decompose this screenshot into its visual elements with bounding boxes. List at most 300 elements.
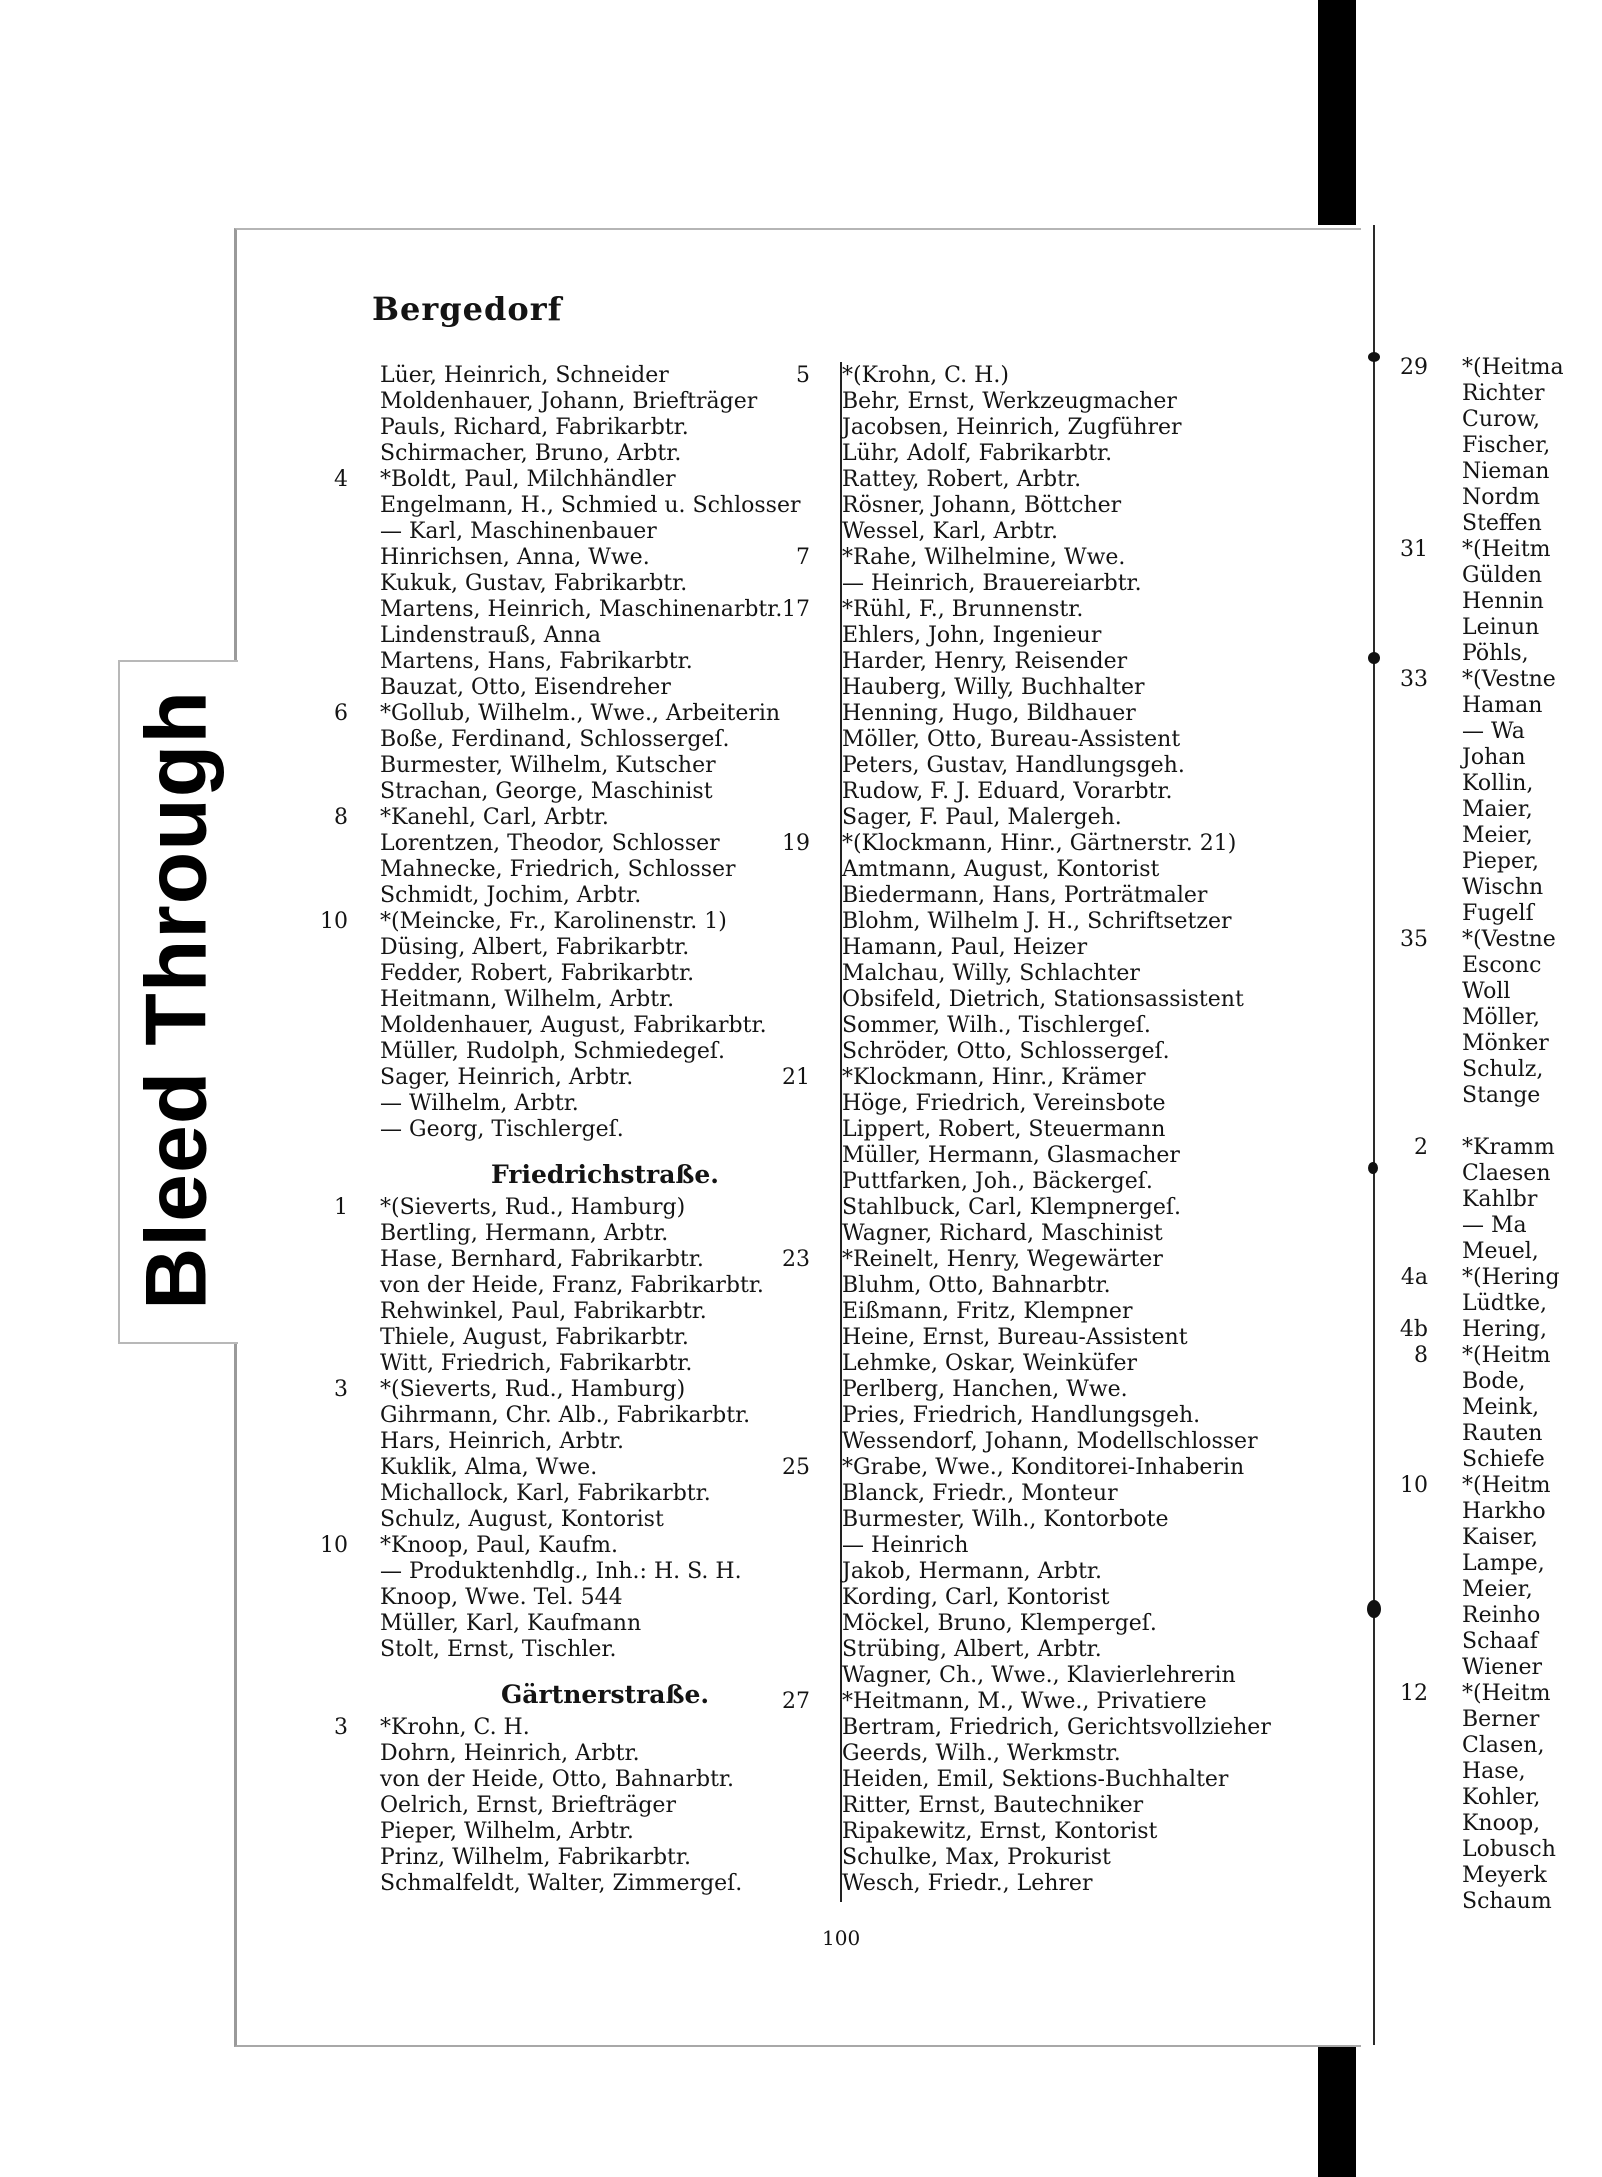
resident-text: Amtmann, August, Kontorist — [842, 857, 1160, 882]
resident-text: Hase, Bernhard, Fabrikarbtr. — [380, 1247, 704, 1272]
house-number: 29 — [1400, 355, 1428, 380]
binding-edge-top — [1318, 0, 1356, 225]
resident-text: Schiefe — [1462, 1447, 1545, 1472]
resident-text: — Georg, Tischlergeſ. — [380, 1117, 624, 1142]
directory-entry — [1462, 953, 1602, 979]
directory-entry — [842, 1299, 1282, 1325]
directory-entry — [842, 1871, 1282, 1897]
directory-entry — [796, 545, 1282, 571]
directory-entry — [1462, 1837, 1602, 1863]
directory-entry — [842, 649, 1282, 675]
directory-entry — [380, 675, 830, 701]
house-number: 1 — [334, 1195, 348, 1220]
directory-entry — [842, 961, 1282, 987]
resident-text: Lampe, — [1462, 1551, 1545, 1576]
directory-entry — [1462, 1421, 1602, 1447]
resident-text: Bauzat, Otto, Eisendreher — [380, 675, 671, 700]
directory-entry — [842, 883, 1282, 909]
page-fold-line — [1373, 225, 1375, 2045]
directory-entry — [380, 519, 830, 545]
directory-entry — [1462, 381, 1602, 407]
resident-text: Sommer, Wilh., Tischlergeſ. — [842, 1013, 1151, 1038]
directory-entry — [1462, 771, 1602, 797]
directory-entry — [842, 1793, 1282, 1819]
house-number: 4a — [1400, 1265, 1428, 1290]
directory-entry — [380, 1039, 830, 1065]
resident-text: *(Krohn, C. H.) — [842, 363, 1009, 388]
directory-entry — [1462, 693, 1602, 719]
directory-entry — [842, 1091, 1282, 1117]
directory-entry — [842, 1013, 1282, 1039]
directory-entry — [380, 1091, 830, 1117]
directory-entry — [842, 935, 1282, 961]
resident-text: — Heinrich, Brauereiarbtr. — [842, 571, 1142, 596]
directory-entry — [380, 987, 830, 1013]
resident-text: Blohm, Wilhelm J. H., Schriftsetzer — [842, 909, 1232, 934]
resident-text: Sager, Heinrich, Arbtr. — [380, 1065, 634, 1090]
directory-entry — [334, 1377, 830, 1403]
resident-text: Müller, Rudolph, Schmiedegeſ. — [380, 1039, 726, 1064]
resident-text: Woll — [1462, 979, 1511, 1004]
resident-text: Pauls, Richard, Fabrikarbtr. — [380, 415, 689, 440]
resident-text: Höge, Friedrich, Vereinsbote — [842, 1091, 1166, 1116]
resident-text: Müller, Hermann, Glasmacher — [842, 1143, 1180, 1168]
resident-text: Meuel, — [1462, 1239, 1539, 1264]
directory-entry — [334, 1715, 830, 1741]
resident-text: Maier, — [1462, 797, 1533, 822]
directory-entry — [842, 441, 1282, 467]
directory-entry — [1462, 1291, 1602, 1317]
resident-text: Schaum — [1462, 1889, 1552, 1914]
house-number: 10 — [1400, 1473, 1428, 1498]
resident-text: Stange — [1462, 1083, 1541, 1108]
directory-entry — [380, 623, 830, 649]
resident-text: Clasen, — [1462, 1733, 1545, 1758]
directory-entry — [842, 1585, 1282, 1611]
directory-entry — [1400, 1473, 1602, 1499]
directory-entry — [380, 1429, 830, 1455]
resident-text: Eißmann, Fritz, Klempner — [842, 1299, 1133, 1324]
directory-entry — [842, 727, 1282, 753]
resident-text: *(Vestne — [1462, 927, 1556, 952]
house-number: 10 — [320, 1533, 348, 1558]
resident-text: Gülden — [1462, 563, 1543, 588]
directory-entry — [1462, 641, 1602, 667]
directory-entry — [842, 909, 1282, 935]
resident-text: Blanck, Friedr., Monteur — [842, 1481, 1118, 1506]
resident-text: Hering, — [1462, 1317, 1548, 1342]
resident-text: Claesen — [1462, 1161, 1551, 1186]
resident-text: Haman — [1462, 693, 1543, 718]
resident-text: Knoop, — [1462, 1811, 1541, 1836]
directory-entry — [842, 753, 1282, 779]
resident-text: Curow, — [1462, 407, 1540, 432]
house-number: 17 — [782, 597, 810, 622]
directory-entry — [1462, 901, 1602, 927]
directory-entry — [842, 857, 1282, 883]
resident-text: Geerds, Wilh., Werkmstr. — [842, 1741, 1121, 1766]
resident-text: Oelrich, Ernst, Briefträger — [380, 1793, 676, 1818]
directory-entry — [842, 493, 1282, 519]
directory-entry — [842, 1351, 1282, 1377]
resident-text: — Wa — [1462, 719, 1525, 744]
resident-text: Möller, — [1462, 1005, 1540, 1030]
directory-entry — [1462, 1525, 1602, 1551]
resident-text: Schulke, Max, Prokurist — [842, 1845, 1111, 1870]
directory-entry — [1462, 1499, 1602, 1525]
directory-entry — [380, 363, 830, 389]
directory-entry — [380, 415, 830, 441]
house-number: 7 — [796, 545, 810, 570]
resident-text: Thiele, August, Fabrikarbtr. — [380, 1325, 689, 1350]
directory-entry — [842, 1117, 1282, 1143]
house-number: 23 — [782, 1247, 810, 1272]
resident-text: Rauten — [1462, 1421, 1543, 1446]
directory-entry — [842, 1429, 1282, 1455]
directory-entry — [380, 1299, 830, 1325]
directory-entry — [842, 1767, 1282, 1793]
resident-text: Boße, Ferdinand, Schlossergeſ. — [380, 727, 730, 752]
resident-text: Martens, Hans, Fabrikarbtr. — [380, 649, 693, 674]
resident-text: Berner — [1462, 1707, 1540, 1732]
directory-entry — [1400, 667, 1602, 693]
directory-entry — [782, 831, 1282, 857]
directory-entry — [842, 805, 1282, 831]
resident-text: Meink, — [1462, 1395, 1540, 1420]
directory-entry — [842, 623, 1282, 649]
directory-entry — [380, 1247, 830, 1273]
resident-text: Hennin — [1462, 589, 1544, 614]
resident-text: Ritter, Ernst, Bautechniker — [842, 1793, 1144, 1818]
directory-entry — [1462, 1161, 1602, 1187]
resident-text: Prinz, Wilhelm, Fabrikarbtr. — [380, 1845, 691, 1870]
directory-entry — [842, 571, 1282, 597]
ink-spot — [1368, 652, 1380, 664]
directory-entry — [842, 1819, 1282, 1845]
directory-entry — [1400, 355, 1602, 381]
directory-entry — [1462, 1239, 1602, 1265]
directory-entry — [842, 1221, 1282, 1247]
directory-entry — [1462, 1551, 1602, 1577]
resident-text: Nordm — [1462, 485, 1540, 510]
resident-text: Pöhls, — [1462, 641, 1529, 666]
house-number: 35 — [1400, 927, 1428, 952]
directory-entry — [380, 1637, 830, 1663]
directory-entry — [782, 1247, 1282, 1273]
directory-entry — [380, 545, 830, 571]
resident-text: Wagner, Ch., Wwe., Klavierlehrerin — [842, 1663, 1236, 1688]
directory-entry — [1414, 1343, 1602, 1369]
resident-text: Möller, Otto, Bureau-Assistent — [842, 727, 1181, 752]
directory-entry — [1400, 1681, 1602, 1707]
resident-text: Pieper, Wilhelm, Arbtr. — [380, 1819, 634, 1844]
resident-text: Wiener — [1462, 1655, 1542, 1680]
resident-text: Heiden, Emil, Sektions-Buchhalter — [842, 1767, 1229, 1792]
directory-entry — [380, 779, 830, 805]
directory-entry — [1462, 589, 1602, 615]
house-number: 3 — [334, 1715, 348, 1740]
directory-entry — [1462, 823, 1602, 849]
directory-entry — [1462, 1447, 1602, 1473]
directory-entry — [842, 1169, 1282, 1195]
directory-entry — [334, 701, 830, 727]
directory-entry — [782, 1455, 1282, 1481]
resident-text: Kohler, — [1462, 1785, 1541, 1810]
resident-text: Schulz, — [1462, 1057, 1544, 1082]
resident-text: Fugelſ — [1462, 901, 1534, 926]
resident-text: Biedermann, Hans, Porträtmaler — [842, 883, 1208, 908]
resident-text: *Kramm — [1462, 1135, 1555, 1160]
directory-entry — [1462, 979, 1602, 1005]
directory-entry — [842, 701, 1282, 727]
resident-text: *Gollub, Wilhelm., Wwe., Arbeiterin — [380, 701, 781, 726]
ink-spot — [1368, 1162, 1378, 1174]
resident-text: *(Heitm — [1462, 537, 1551, 562]
resident-text: Heine, Ernst, Bureau-Assistent — [842, 1325, 1188, 1350]
directory-entry — [380, 649, 830, 675]
directory-entry — [380, 857, 830, 883]
directory-entry — [380, 831, 830, 857]
directory-entry — [334, 1195, 830, 1221]
directory-entry — [1462, 1369, 1602, 1395]
directory-entry — [380, 1065, 830, 1091]
directory-entry — [842, 1533, 1282, 1559]
resident-text: Strübing, Albert, Arbtr. — [842, 1637, 1102, 1662]
directory-entry — [1462, 1707, 1602, 1733]
directory-entry — [1462, 1785, 1602, 1811]
resident-text: *(Sieverts, Rud., Hamburg) — [380, 1195, 686, 1220]
directory-entry — [380, 1871, 830, 1897]
directory-entry — [842, 1637, 1282, 1663]
resident-text: Wessendorf, Johann, Modellschlosser — [842, 1429, 1258, 1454]
directory-entry — [782, 1689, 1282, 1715]
directory-entry — [842, 519, 1282, 545]
resident-text: Rehwinkel, Paul, Fabrikarbtr. — [380, 1299, 707, 1324]
resident-text: Meyerk — [1462, 1863, 1547, 1888]
directory-entry — [1462, 1109, 1602, 1135]
resident-text: Hauberg, Willy, Buchhalter — [842, 675, 1145, 700]
resident-text: Kollin, — [1462, 771, 1534, 796]
resident-text: *Heitmann, M., Wwe., Privatiere — [842, 1689, 1207, 1714]
resident-text: Stolt, Ernst, Tischler. — [380, 1637, 617, 1662]
resident-text: Lindenstrauß, Anna — [380, 623, 602, 648]
house-number: 6 — [334, 701, 348, 726]
resident-text: Lippert, Robert, Steuermann — [842, 1117, 1166, 1142]
page-header: Bergedorf — [372, 290, 563, 328]
directory-entry — [1414, 1135, 1602, 1161]
resident-text: Perlberg, Hanchen, Wwe. — [842, 1377, 1128, 1402]
resident-text: von der Heide, Franz, Fabrikarbtr. — [380, 1273, 764, 1298]
directory-entry — [1462, 719, 1602, 745]
house-number: 25 — [782, 1455, 810, 1480]
resident-text: Michallock, Karl, Fabrikarbtr. — [380, 1481, 711, 1506]
directory-entry — [380, 1611, 830, 1637]
resident-text: Mahnecke, Friedrich, Schlosser — [380, 857, 736, 882]
resident-text: Peters, Gustav, Handlungsgeh. — [842, 753, 1185, 778]
resident-text: Sager, F. Paul, Malergeh. — [842, 805, 1122, 830]
directory-entry — [1462, 485, 1602, 511]
resident-text: Gihrmann, Chr. Alb., Fabrikarbtr. — [380, 1403, 751, 1428]
directory-entry — [1400, 927, 1602, 953]
directory-entry — [1462, 1889, 1602, 1915]
resident-text: Meier, — [1462, 823, 1533, 848]
directory-entry — [1462, 1395, 1602, 1421]
resident-text: Nieman — [1462, 459, 1550, 484]
directory-entry — [334, 805, 830, 831]
resident-text: Jakob, Hermann, Arbtr. — [842, 1559, 1103, 1584]
directory-entry — [380, 1767, 830, 1793]
column-middle — [782, 363, 1282, 1897]
resident-text: Pries, Friedrich, Handlungsgeh. — [842, 1403, 1201, 1428]
resident-text: Lobusch — [1462, 1837, 1556, 1862]
directory-entry — [842, 1845, 1282, 1871]
resident-text: Pieper, — [1462, 849, 1540, 874]
resident-text: *Klockmann, Hinr., Krämer — [842, 1065, 1146, 1090]
resident-text: Kuklik, Alma, Wwe. — [380, 1455, 598, 1480]
bleed-through-label: Bleed Through — [128, 690, 225, 1310]
resident-text: *(Heitm — [1462, 1473, 1551, 1498]
directory-entry — [1462, 1811, 1602, 1837]
directory-entry — [842, 467, 1282, 493]
resident-text: Jacobsen, Heinrich, Zugführer — [842, 415, 1182, 440]
directory-entry — [380, 1117, 830, 1143]
directory-entry — [1462, 1187, 1602, 1213]
resident-text: Witt, Friedrich, Fabrikarbtr. — [380, 1351, 693, 1376]
resident-text: Hamann, Paul, Heizer — [842, 935, 1088, 960]
resident-text: Lorentzen, Theodor, Schlosser — [380, 831, 720, 856]
directory-entry — [380, 753, 830, 779]
directory-entry — [842, 415, 1282, 441]
resident-text: Martens, Heinrich, Maschinenarbtr. — [380, 597, 783, 622]
directory-entry — [842, 1481, 1282, 1507]
resident-text: Ehlers, John, Ingenieur — [842, 623, 1102, 648]
directory-entry — [380, 571, 830, 597]
directory-entry — [842, 1325, 1282, 1351]
resident-text: Moldenhauer, Johann, Briefträger — [380, 389, 758, 414]
directory-entry — [842, 1663, 1282, 1689]
directory-entry — [1462, 615, 1602, 641]
resident-text: Bode, — [1462, 1369, 1526, 1394]
directory-entry — [842, 1039, 1282, 1065]
resident-text: *(Heitma — [1462, 355, 1564, 380]
resident-text: — Produktenhdlg., Inh.: H. S. H. — [380, 1559, 742, 1584]
resident-text: Lüdtke, — [1462, 1291, 1548, 1316]
resident-text: Kording, Carl, Kontorist — [842, 1585, 1110, 1610]
house-number: 12 — [1400, 1681, 1428, 1706]
directory-entry — [842, 675, 1282, 701]
resident-text: — Karl, Maschinenbauer — [380, 519, 657, 544]
directory-entry — [796, 363, 1282, 389]
resident-text: Burmester, Wilh., Kontorbote — [842, 1507, 1169, 1532]
resident-text: *Grabe, Wwe., Konditorei-Inhaberin — [842, 1455, 1245, 1480]
resident-text: Richter — [1462, 381, 1545, 406]
resident-text: Leinun — [1462, 615, 1540, 640]
directory-entry — [320, 909, 830, 935]
house-number: 31 — [1400, 537, 1428, 562]
house-number: 27 — [782, 1689, 810, 1714]
directory-entry — [1400, 1265, 1602, 1291]
resident-text: *(Hering — [1462, 1265, 1560, 1290]
resident-text: Steffen — [1462, 511, 1542, 536]
resident-text: Strachan, George, Maschinist — [380, 779, 713, 804]
directory-entry — [1462, 797, 1602, 823]
directory-entry — [1462, 433, 1602, 459]
resident-text: *(Meincke, Fr., Karolinenstr. 1) — [380, 909, 727, 934]
directory-entry — [1462, 1213, 1602, 1239]
directory-entry — [1462, 875, 1602, 901]
resident-text: Schmidt, Jochim, Arbtr. — [380, 883, 642, 908]
resident-text: *Boldt, Paul, Milchhändler — [380, 467, 676, 492]
resident-text: Rattey, Robert, Arbtr. — [842, 467, 1082, 492]
resident-text: Bertram, Friedrich, Gerichtsvollzieher — [842, 1715, 1271, 1740]
directory-entry — [380, 1507, 830, 1533]
street-heading: Friedrichstraße. — [490, 1160, 720, 1189]
directory-entry — [334, 467, 830, 493]
house-number: 4b — [1399, 1317, 1428, 1342]
resident-text: *Krohn, C. H. — [380, 1715, 530, 1740]
directory-entry — [842, 987, 1282, 1013]
resident-text: — Ma — [1462, 1213, 1527, 1238]
resident-text: — Heinrich — [842, 1533, 969, 1558]
directory-entry — [380, 1403, 830, 1429]
resident-text: Wagner, Richard, Maschinist — [842, 1221, 1163, 1246]
resident-text: Ripakewitz, Ernst, Kontorist — [842, 1819, 1158, 1844]
resident-text: *Rühl, F., Brunnenstr. — [842, 597, 1084, 622]
house-number: 3 — [334, 1377, 348, 1402]
directory-entry — [380, 727, 830, 753]
resident-text: Henning, Hugo, Bildhauer — [842, 701, 1136, 726]
directory-entry — [380, 441, 830, 467]
directory-entry — [1462, 1603, 1602, 1629]
house-number: 2 — [1414, 1135, 1428, 1160]
directory-entry — [380, 1221, 830, 1247]
directory-entry — [1462, 407, 1602, 433]
directory-entry — [1462, 1759, 1602, 1785]
house-number: 21 — [782, 1065, 810, 1090]
directory-entry — [1462, 745, 1602, 771]
resident-text: Lüer, Heinrich, Schneider — [380, 363, 669, 388]
resident-text: Dohrn, Heinrich, Arbtr. — [380, 1741, 640, 1766]
directory-entry — [380, 935, 830, 961]
ink-spot — [1367, 1600, 1381, 1618]
resident-text: Rösner, Johann, Böttcher — [842, 493, 1122, 518]
resident-text: Moldenhauer, August, Fabrikarbtr. — [380, 1013, 767, 1038]
resident-text: Bluhm, Otto, Bahnarbtr. — [842, 1273, 1111, 1298]
resident-text: *Knoop, Paul, Kaufm. — [380, 1533, 619, 1558]
directory-entry — [1462, 1005, 1602, 1031]
resident-text: *(Heitm — [1462, 1343, 1551, 1368]
directory-entry — [320, 1533, 830, 1559]
directory-entry — [1462, 1031, 1602, 1057]
directory-entry — [1462, 1733, 1602, 1759]
directory-entry — [380, 1741, 830, 1767]
resident-text: — Wilhelm, Arbtr. — [380, 1091, 579, 1116]
directory-entry — [1462, 1577, 1602, 1603]
directory-entry — [380, 493, 830, 519]
resident-text: Rudow, F. J. Eduard, Vorarbtr. — [842, 779, 1173, 804]
directory-entry — [1462, 1083, 1602, 1109]
resident-text: *(Vestne — [1462, 667, 1556, 692]
resident-text: Behr, Ernst, Werkzeugmacher — [842, 389, 1177, 414]
resident-text: Möckel, Bruno, Klempergeſ. — [842, 1611, 1157, 1636]
directory-entry — [380, 1351, 830, 1377]
directory-entry — [380, 1819, 830, 1845]
house-number: 19 — [782, 831, 810, 856]
directory-entry — [842, 1273, 1282, 1299]
resident-text: Harder, Henry, Reisender — [842, 649, 1128, 674]
directory-entry — [842, 1741, 1282, 1767]
directory-entry — [1462, 1057, 1602, 1083]
